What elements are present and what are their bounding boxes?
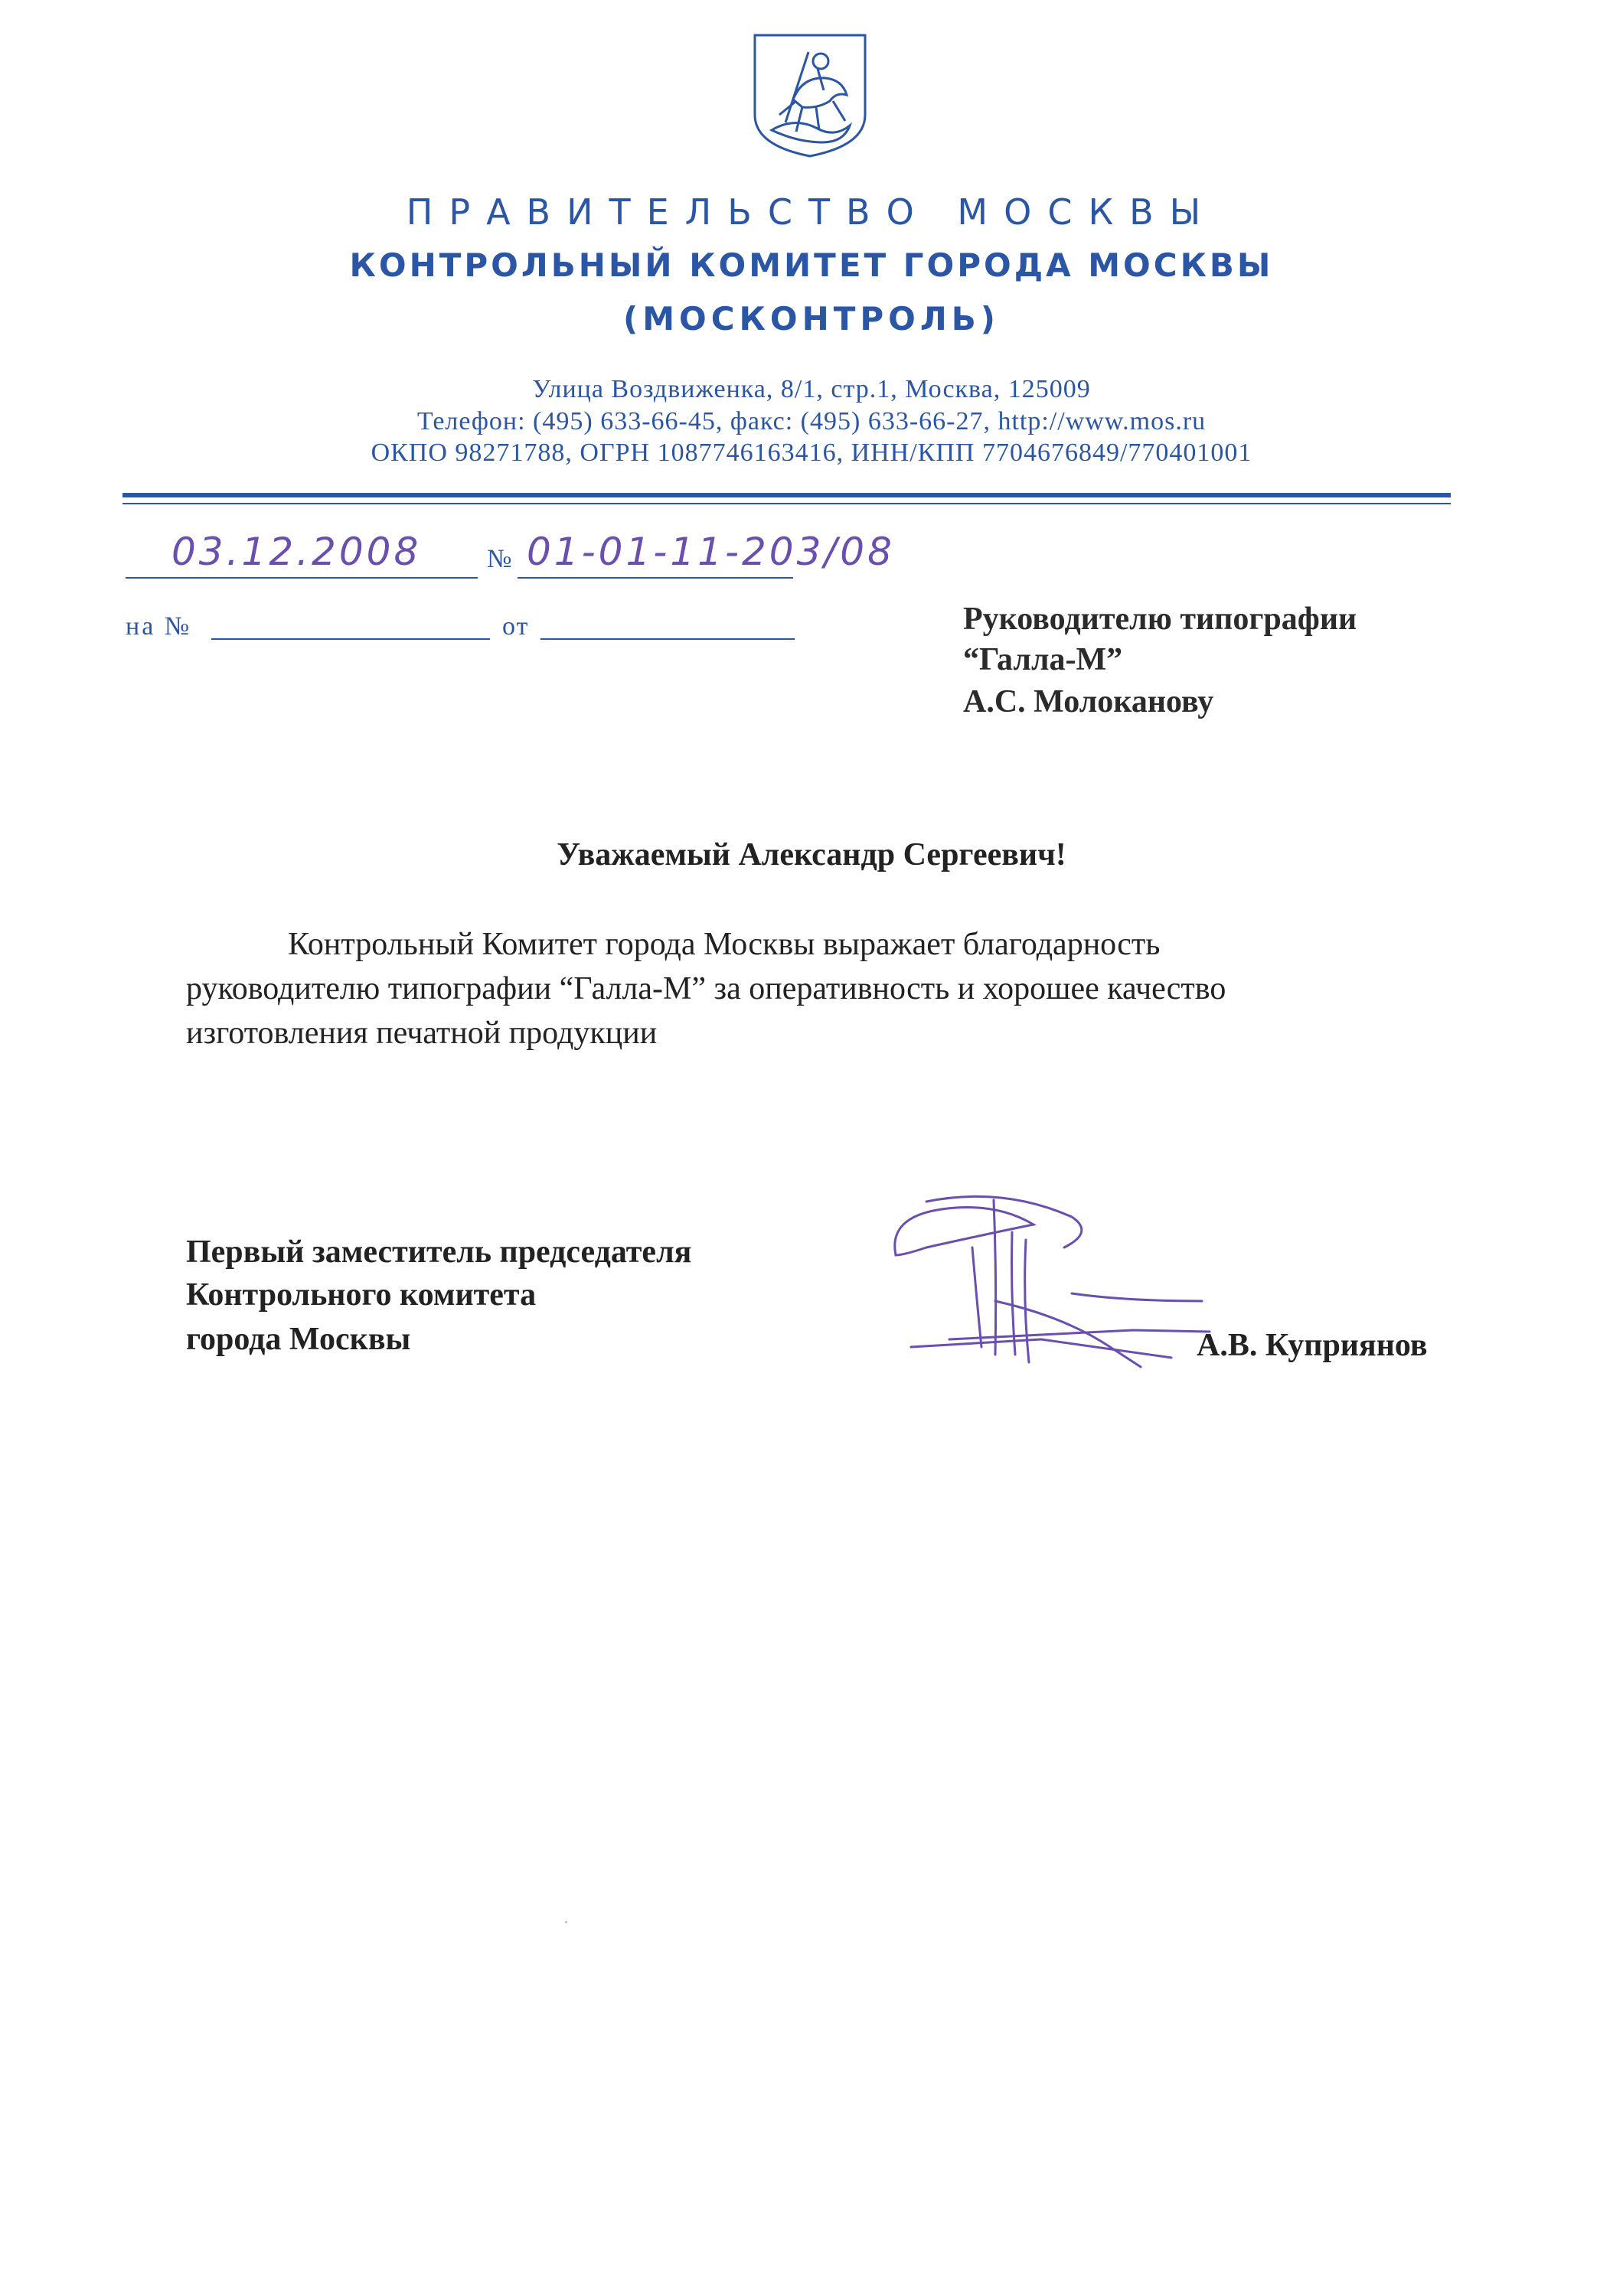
reference-date-label: от — [502, 612, 530, 641]
signatory-name: А.В. Куприянов — [1197, 1328, 1428, 1363]
body-line: Контрольный Комитет города Москвы выражает благодарность — [288, 927, 1161, 962]
committee-title: КОНТРОЛЬНЫЙ КОМИТЕТ ГОРОДА МОСКВЫ — [349, 246, 1274, 284]
registration-codes: ОКПО 98271788, ОГРН 1087746163416, ИНН/КПП 7704676849/770401001 — [371, 439, 1252, 467]
handwritten-date: 03.12.2008 — [171, 530, 422, 574]
signatory-title-line: города Москвы — [186, 1322, 411, 1357]
body-line: изготовления печатной продукции — [186, 1016, 658, 1051]
date-line — [126, 577, 478, 579]
addressee-company: “Галла-М” — [963, 642, 1123, 677]
header-divider-thin — [122, 503, 1451, 504]
scan-speck — [565, 1921, 567, 1923]
reference-date-line — [540, 638, 795, 640]
addressee-position: Руководителю типографии — [963, 602, 1357, 637]
number-label: № — [487, 545, 512, 573]
reference-number-line — [211, 638, 490, 640]
salutation: Уважаемый Александр Сергеевич! — [557, 837, 1066, 872]
signatory-title-line: Контрольного комитета — [186, 1277, 537, 1313]
body-line: руководителю типографии “Галла-М” за оперативность и хорошее качество — [186, 971, 1226, 1006]
reference-number-label: на № — [126, 612, 192, 641]
handwritten-number: 01-01-11-203/08 — [527, 530, 895, 574]
signatory-title-line: Первый заместитель председателя — [186, 1234, 692, 1270]
street-address: Улица Воздвиженка, 8/1, стр.1, Москва, 125009 — [532, 375, 1091, 403]
header-divider-thick — [122, 493, 1451, 497]
contact-info: Телефон: (495) 633-66-45, факс: (495) 633-66-27, http://www.mos.ru — [416, 407, 1207, 435]
handwritten-signature — [880, 1186, 1240, 1385]
government-title: ПРАВИТЕЛЬСТВО МОСКВЫ — [406, 191, 1217, 233]
addressee-name: А.С. Молоканову — [963, 684, 1214, 719]
number-line — [518, 577, 793, 579]
moscow-coat-of-arms-icon — [749, 31, 871, 161]
committee-short-name: (МОСКОНТРОЛЬ) — [623, 300, 1000, 338]
